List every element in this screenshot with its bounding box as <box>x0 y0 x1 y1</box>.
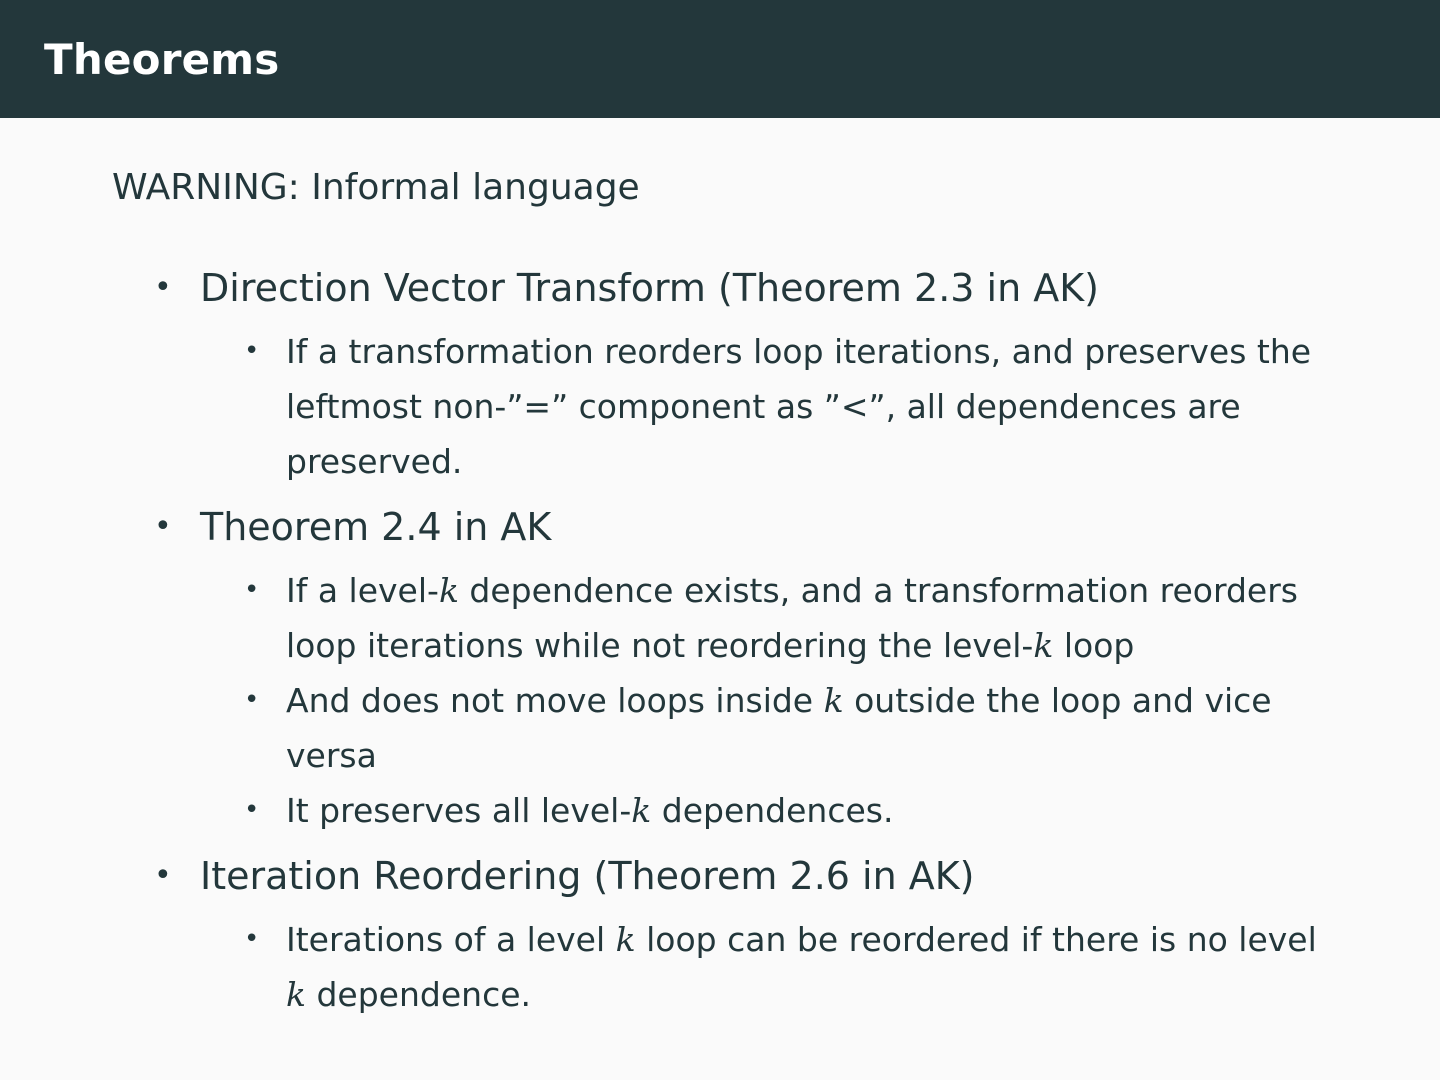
theorem-subitem-text <box>286 571 1298 665</box>
theorem-label: Direction Vector Transform (Theorem 2.3 in AK) <box>200 266 1099 310</box>
theorem-subitem <box>112 783 1340 838</box>
text-run: dependences. <box>651 791 894 830</box>
text-run: loop <box>1053 626 1135 665</box>
theorem-subitem <box>112 324 1340 489</box>
theorem-subitem-text <box>286 920 1317 1014</box>
theorem-subitem <box>112 912 1340 1022</box>
frame-title-bar <box>0 0 1440 118</box>
text-run: dependence. <box>306 975 532 1014</box>
text-run: If a level- <box>286 571 439 610</box>
theorem-sublist <box>200 324 1340 489</box>
theorem-list <box>112 260 1340 1022</box>
theorem-subitem-text <box>286 681 1272 775</box>
math-variable: k <box>438 571 459 610</box>
text-run: dependence exists, and a transformation reorders loop iterations while not reordering the level- <box>286 571 1298 665</box>
math-variable: k <box>631 791 652 830</box>
math-variable: k <box>1033 626 1054 665</box>
theorem-item-2-4 <box>112 499 1340 838</box>
theorem-subitem <box>112 673 1340 783</box>
text-run: It preserves all level- <box>286 791 632 830</box>
bullet-icon: • <box>244 336 260 366</box>
theorem-subitem <box>112 563 1340 673</box>
text-run: outside the loop and vice versa <box>286 681 1272 775</box>
slide-content <box>112 160 1340 1032</box>
theorem-subitem-text: If a transformation reorders loop iterations, and preserves the leftmost non-”=” component as ”<”, all dependences are preserved. <box>286 332 1312 481</box>
theorem-label: Theorem 2.4 in AK <box>200 505 552 549</box>
math-variable: k <box>823 681 844 720</box>
frame-title: Theorems <box>44 34 280 84</box>
math-variable: k <box>286 975 306 1014</box>
theorem-label: Iteration Reordering (Theorem 2.6 in AK) <box>200 854 975 898</box>
bullet-icon: • <box>244 575 260 605</box>
theorem-item-direction-vector <box>112 260 1340 489</box>
bullet-icon: • <box>154 270 172 305</box>
text-run: Iterations of a level <box>286 920 616 959</box>
theorem-sublist <box>200 563 1340 838</box>
warning-text: WARNING: Informal language <box>112 167 640 208</box>
bullet-icon: • <box>244 795 260 825</box>
text-run: And does not move loops inside <box>286 681 824 720</box>
theorem-item-iteration-reordering <box>112 848 1340 1022</box>
math-variable: k <box>615 920 636 959</box>
theorem-sublist <box>200 912 1340 1022</box>
bullet-icon: • <box>154 858 172 893</box>
bullet-icon: • <box>154 509 172 544</box>
bullet-icon: • <box>244 685 260 715</box>
text-run: loop can be reordered if there is no level <box>635 920 1317 959</box>
theorem-subitem-text <box>286 791 893 830</box>
bullet-icon: • <box>244 924 260 954</box>
